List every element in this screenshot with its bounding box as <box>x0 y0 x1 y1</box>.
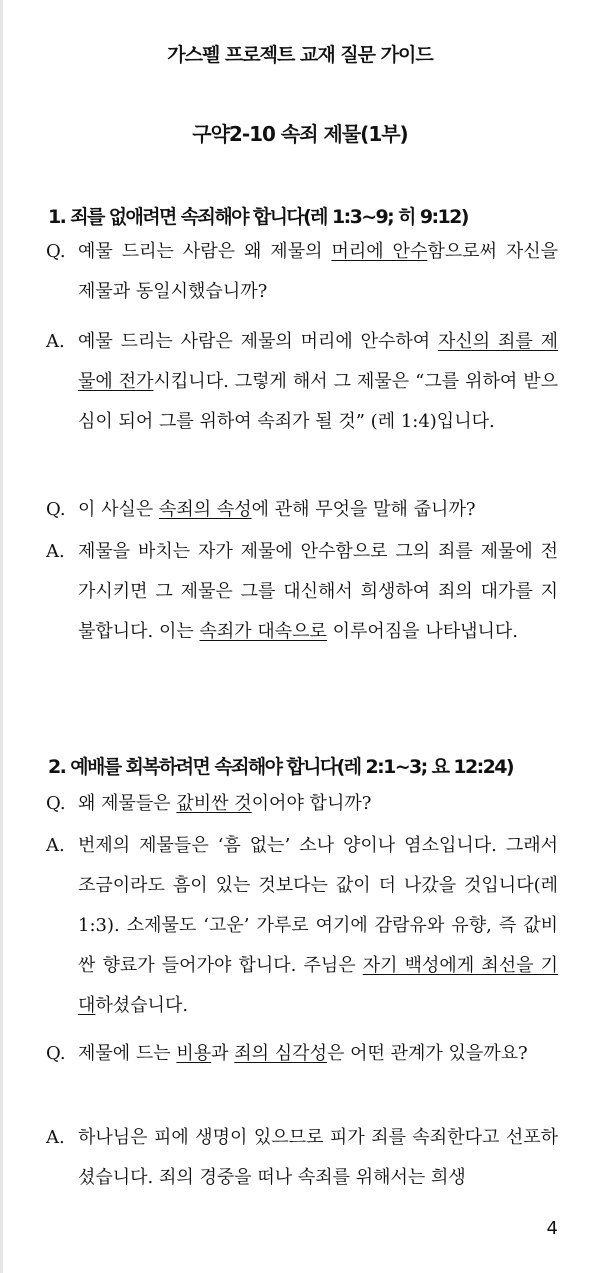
answer-text: 예물 드리는 사람은 제물의 머리에 안수하여 자신의 죄를 제물에 전가시킵니다. 그렇게 해서 그 제물은 “그를 위하여 받으심이 되어 그를 위하여 속죄가 될 것” (레 1:4)입니다. <box>78 331 559 432</box>
answer-text: 번제의 제물들은 ‘흠 없는’ 소나 양이나 염소입니다. 그래서 조금이라도 흠이 있는 것보다는 값이 더 나갔을 것입니다(레 1:3). 소제물도 ‘고운’ 가루로 여기에 감람유와 유향, 즉 값비싼 향료가 들어가야 합니다. 주님은 자기 백성에게 최선을 기대하셨습니다. <box>78 835 559 1016</box>
question-1-1 <box>0 232 600 312</box>
answer-2-2 <box>0 1118 600 1198</box>
question-marker: Q. <box>46 1043 66 1064</box>
answer-marker: A. <box>46 541 65 562</box>
answer-marker: A. <box>46 331 65 352</box>
question-text: 예물 드리는 사람은 왜 제물의 머리에 안수함으로써 자신을 제물과 동일시했습니까? <box>78 241 559 302</box>
question-text: 왜 제물들은 값비싼 것이어야 합니까? <box>78 793 372 814</box>
answer-text: 하나님은 피에 생명이 있으므로 피가 죄를 속죄한다고 선포하셨습니다. 죄의 경중을 떠나 속죄를 위해서는 희생 <box>78 1127 558 1188</box>
question-text: 이 사실은 속죄의 속성에 관해 무엇을 말해 줍니까? <box>78 499 476 520</box>
answer-marker: A. <box>46 1127 65 1148</box>
answer-1-1 <box>0 322 600 442</box>
question-1-2 <box>0 490 600 530</box>
answer-marker: A. <box>46 835 65 856</box>
question-marker: Q. <box>46 241 66 262</box>
question-marker: Q. <box>46 499 66 520</box>
question-marker: Q. <box>46 793 66 814</box>
section-2-heading: 2. 예배를 회복하려면 속죄해야 합니다(레 2:1~3; 요 12:24) <box>48 756 513 778</box>
page-number: 4 <box>546 1218 558 1239</box>
answer-text: 제물을 바치는 자가 제물에 안수함으로 그의 죄를 제물에 전가시키면 그 제물은 그를 대신해서 희생하여 죄의 대가를 지불합니다. 이는 속죄가 대속으로 이루어짐을 나타냅니다. <box>78 541 558 642</box>
question-text: 제물에 드는 비용과 죄의 심각성은 어떤 관계가 있을까요? <box>78 1043 528 1064</box>
guide-title: 가스펠 프로젝트 교재 질문 가이드 <box>167 44 433 66</box>
question-2-2 <box>0 1034 600 1074</box>
question-2-1 <box>0 784 600 824</box>
section-1-heading: 1. 죄를 없애려면 속죄해야 합니다(레 1:3~9; 히 9:12) <box>48 206 468 228</box>
answer-1-2 <box>0 532 600 652</box>
lesson-title: 구약2-10 속죄 제물(1부) <box>192 122 408 146</box>
answer-2-1 <box>0 826 600 1026</box>
